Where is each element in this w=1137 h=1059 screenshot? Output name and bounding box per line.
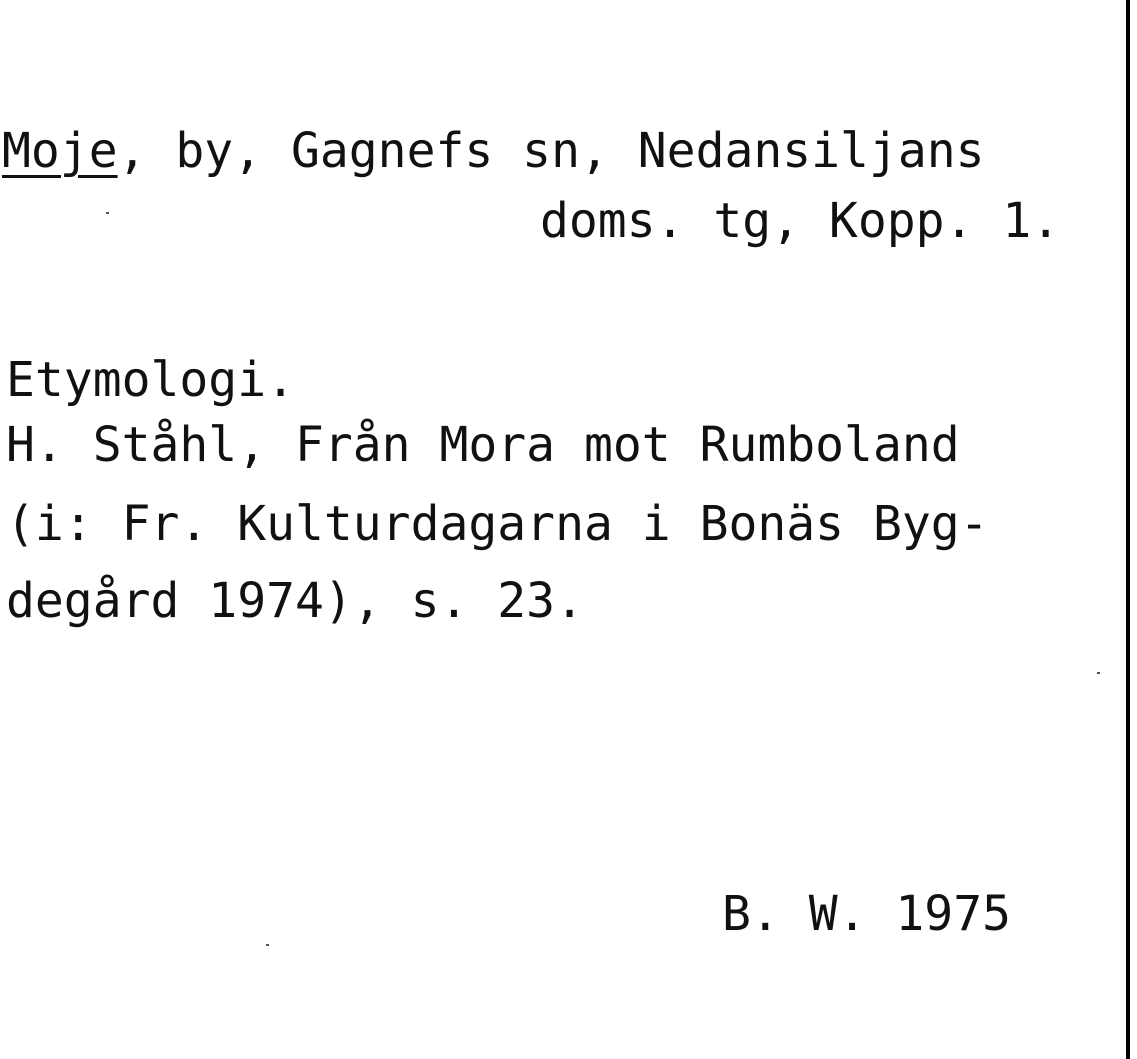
reference-line: degård 1974), s. 23. — [6, 573, 584, 629]
reference-line: (i: Fr. Kulturdagarna i Bonäs Byg- — [6, 496, 989, 552]
scan-speck — [106, 212, 109, 214]
heading-rest: , by, Gagnefs sn, Nedansiljans — [117, 123, 985, 179]
heading-line-1 — [2, 123, 985, 179]
scan-speck — [1097, 672, 1100, 674]
heading-line-2: doms. tg, Kopp. 1. — [540, 193, 1061, 249]
headword: Moje — [2, 123, 118, 179]
section-label: Etymologi. — [6, 352, 295, 408]
signature: B. W. 1975 — [722, 886, 1011, 942]
scan-speck — [266, 944, 269, 946]
reference-line: H. Ståhl, Från Mora mot Rumboland — [6, 417, 960, 473]
card-edge-line — [1126, 0, 1130, 1059]
